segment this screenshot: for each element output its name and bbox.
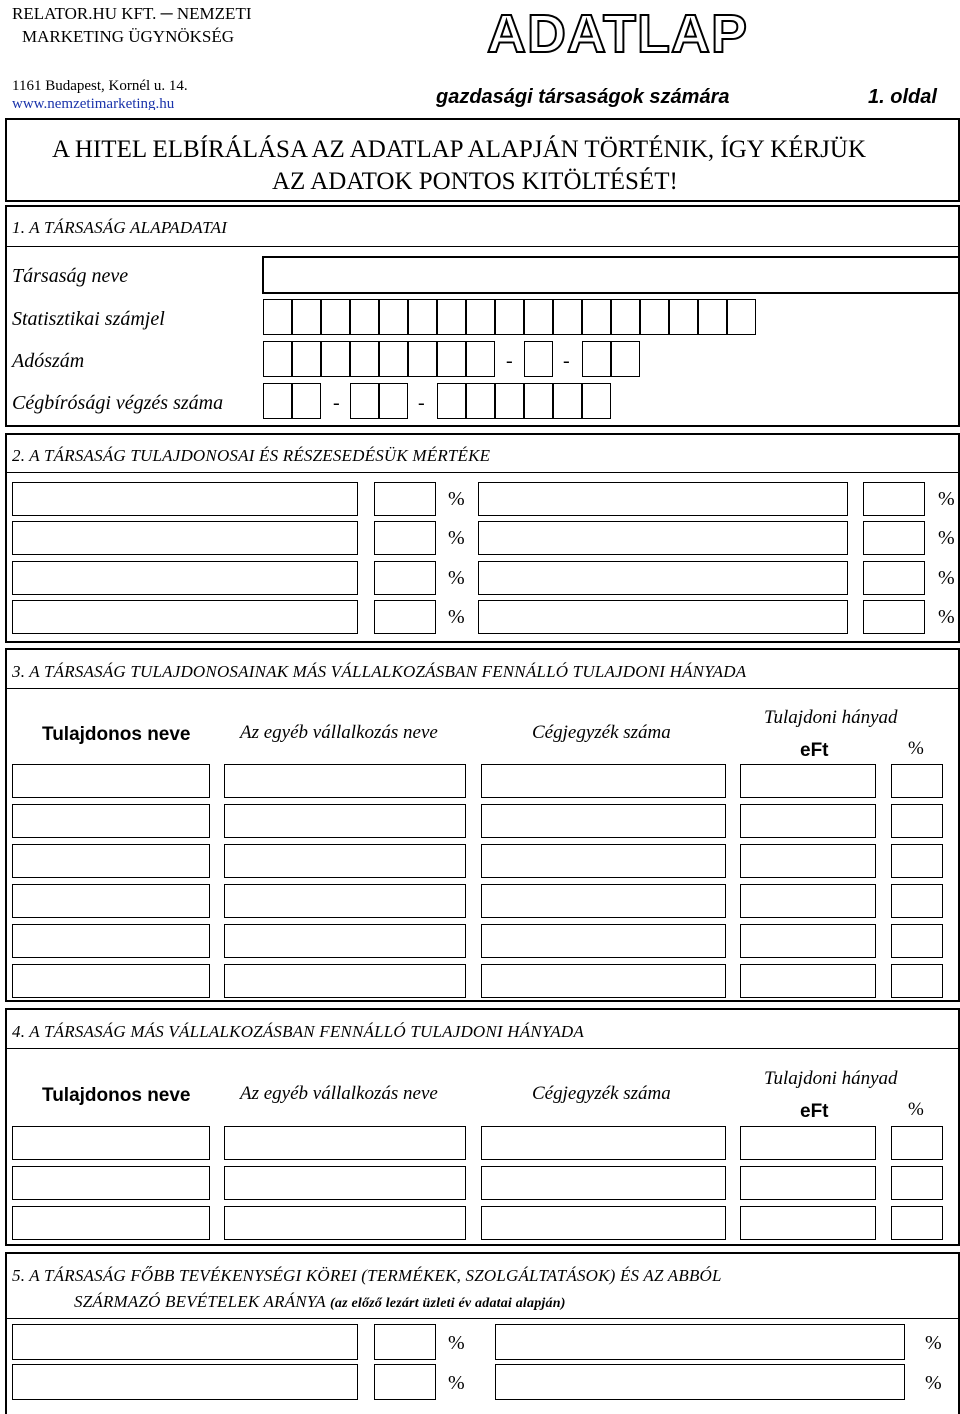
share-pct-input[interactable] (891, 1206, 943, 1240)
share-eft-input[interactable] (740, 924, 876, 958)
percent-sign: % (938, 606, 955, 628)
form-title: ADATLAP (487, 4, 748, 58)
stat-code-digit-cell[interactable] (524, 299, 553, 335)
s3-col-eft: eFt (800, 740, 829, 761)
activity-input[interactable] (495, 1364, 905, 1400)
section3-divider (5, 688, 960, 689)
other-company-input[interactable] (224, 924, 466, 958)
owner-name-input[interactable] (12, 764, 210, 798)
form-subtitle: gazdasági társaságok számára (436, 86, 730, 108)
other-company-input[interactable] (224, 1166, 466, 1200)
other-company-input[interactable] (224, 844, 466, 878)
s4-col-share: Tulajdoni hányad (764, 1068, 898, 1089)
activity-share-input[interactable] (374, 1324, 436, 1360)
share-eft-input[interactable] (740, 764, 876, 798)
company-name-label: Társaság neve (12, 265, 129, 287)
share-eft-input[interactable] (740, 884, 876, 918)
registry-input[interactable] (481, 924, 726, 958)
owner-name-input[interactable] (478, 561, 848, 595)
tax-number-digit-cell[interactable] (321, 341, 350, 377)
percent-sign: % (448, 1332, 465, 1354)
percent-sign: % (938, 567, 955, 589)
section4-divider (5, 1048, 960, 1049)
company-name-line2: MARKETING ÜGYNÖKSÉG (22, 27, 235, 46)
registry-dash-1: - (333, 392, 340, 414)
s4-col-owner: Tulajdonos neve (42, 1085, 191, 1106)
stat-code-digit-cell[interactable] (669, 299, 698, 335)
owner-name-input[interactable] (478, 482, 848, 516)
stat-code-digit-cell[interactable] (698, 299, 727, 335)
tax-number-digit-cell[interactable] (611, 341, 640, 377)
owner-share-input[interactable] (374, 521, 436, 555)
owner-share-input[interactable] (374, 600, 436, 634)
stat-code-digit-cell[interactable] (263, 299, 292, 335)
section4-title: 4. A TÁRSASÁG MÁS VÁLLALKOZÁSBAN FENNÁLLÓ TULAJDONI HÁNYADA (12, 1022, 584, 1041)
other-company-input[interactable] (224, 964, 466, 998)
owner-name-input[interactable] (12, 600, 358, 634)
section1-title: 1. A TÁRSASÁG ALAPADATAI (12, 218, 228, 237)
section2-title: 2. A TÁRSASÁG TULAJDONOSAI ÉS RÉSZESEDÉSÜK MÉRTÉKE (12, 446, 491, 465)
section5-title-note: (az előző lezárt üzleti év adatai alapján) (330, 1296, 566, 1311)
registry-input[interactable] (481, 1206, 726, 1240)
owner-name-input[interactable] (478, 521, 848, 555)
registry-input[interactable] (481, 964, 726, 998)
tax-number-digit-cell[interactable] (379, 341, 408, 377)
registry-input[interactable] (481, 1126, 726, 1160)
share-pct-input[interactable] (891, 924, 943, 958)
registry-input[interactable] (481, 844, 726, 878)
owner-share-input[interactable] (863, 561, 925, 595)
stat-code-label: Statisztikai számjel (12, 308, 165, 330)
registry-digit-cell[interactable] (495, 383, 524, 419)
s3-col-registry: Cégjegyzék száma (532, 722, 671, 743)
stat-code-digit-cell[interactable] (727, 299, 756, 335)
notice-line2: AZ ADATOK PONTOS KITÖLTÉSÉT! (272, 168, 678, 195)
owner-share-input[interactable] (863, 482, 925, 516)
adatlap-title-logo (485, 4, 750, 58)
stat-code-digit-cell[interactable] (350, 299, 379, 335)
share-eft-input[interactable] (740, 1206, 876, 1240)
stat-code-digit-cell[interactable] (582, 299, 611, 335)
s3-col-other-company: Az egyéb vállalkozás neve (240, 722, 438, 743)
registry-input[interactable] (481, 1166, 726, 1200)
percent-sign: % (448, 527, 465, 549)
other-company-input[interactable] (224, 1206, 466, 1240)
tax-number-digit-cell[interactable] (437, 341, 466, 377)
section5-title-line2: SZÁRMAZÓ BEVÉTELEK ARÁNYA (az előző lezárt üzleti év adatai alapján) (74, 1292, 566, 1311)
stat-code-digit-cell[interactable] (292, 299, 321, 335)
owner-share-input[interactable] (374, 482, 436, 516)
stat-code-digit-cell[interactable] (408, 299, 437, 335)
section2-divider (5, 472, 960, 473)
tax-number-digit-cell[interactable] (524, 341, 553, 377)
stat-code-digit-cell[interactable] (640, 299, 669, 335)
owner-name-input[interactable] (12, 561, 358, 595)
s3-col-pct: % (908, 738, 924, 759)
section1-divider (5, 246, 960, 247)
section5-divider (5, 1318, 960, 1319)
share-eft-input[interactable] (740, 964, 876, 998)
s3-col-owner: Tulajdonos neve (42, 724, 191, 745)
share-eft-input[interactable] (740, 1126, 876, 1160)
owner-share-input[interactable] (863, 521, 925, 555)
activity-input[interactable] (12, 1324, 358, 1360)
share-pct-input[interactable] (891, 804, 943, 838)
company-address: 1161 Budapest, Kornél u. 14. (12, 78, 188, 94)
owner-share-input[interactable] (863, 600, 925, 634)
owner-name-input[interactable] (12, 884, 210, 918)
percent-sign: % (448, 1372, 465, 1394)
registry-digit-cell[interactable] (437, 383, 466, 419)
share-pct-input[interactable] (891, 1126, 943, 1160)
tax-dash-2: - (563, 350, 570, 372)
registry-digit-cell[interactable] (350, 383, 379, 419)
owner-name-input[interactable] (12, 1206, 210, 1240)
stat-code-digit-cell[interactable] (466, 299, 495, 335)
activity-input[interactable] (495, 1324, 905, 1360)
registry-digit-cell[interactable] (582, 383, 611, 419)
percent-sign: % (925, 1332, 942, 1354)
activity-input[interactable] (12, 1364, 358, 1400)
registry-digit-cell[interactable] (553, 383, 582, 419)
registry-input[interactable] (481, 804, 726, 838)
percent-sign: % (448, 567, 465, 589)
owner-name-input[interactable] (12, 1126, 210, 1160)
activity-share-input[interactable] (374, 1364, 436, 1400)
page-number: 1. oldal (868, 86, 937, 108)
s4-col-eft: eFt (800, 1101, 829, 1122)
share-eft-input[interactable] (740, 844, 876, 878)
stat-code-digit-cell[interactable] (437, 299, 466, 335)
stat-code-digit-cell[interactable] (321, 299, 350, 335)
share-pct-input[interactable] (891, 764, 943, 798)
registry-number-label: Cégbírósági végzés száma (12, 392, 224, 414)
percent-sign: % (938, 488, 955, 510)
tax-number-digit-cell[interactable] (408, 341, 437, 377)
share-pct-input[interactable] (891, 964, 943, 998)
other-company-input[interactable] (224, 1126, 466, 1160)
share-eft-input[interactable] (740, 804, 876, 838)
owner-name-input[interactable] (12, 1166, 210, 1200)
tax-number-digit-cell[interactable] (466, 341, 495, 377)
owner-name-input[interactable] (12, 924, 210, 958)
other-company-input[interactable] (224, 884, 466, 918)
section5-title-line1: 5. A TÁRSASÁG FŐBB TEVÉKENYSÉGI KÖREI (TERMÉKEK, SZOLGÁLTATÁSOK) ÉS AZ ABBÓL (12, 1266, 722, 1285)
s4-col-registry: Cégjegyzék száma (532, 1083, 671, 1104)
registry-input[interactable] (481, 764, 726, 798)
tax-number-label: Adószám (12, 350, 85, 372)
share-pct-input[interactable] (891, 844, 943, 878)
company-name-input[interactable] (262, 256, 960, 294)
owner-name-input[interactable] (12, 521, 358, 555)
registry-digit-cell[interactable] (292, 383, 321, 419)
notice-line1: A HITEL ELBÍRÁLÁSA AZ ADATLAP ALAPJÁN TÖRTÉNIK, ÍGY KÉRJÜK (52, 136, 867, 163)
percent-sign: % (925, 1372, 942, 1394)
percent-sign: % (448, 488, 465, 510)
owner-name-input[interactable] (478, 600, 848, 634)
other-company-input[interactable] (224, 764, 466, 798)
company-name-line1: RELATOR.HU KFT. ─ NEMZETI (12, 4, 252, 23)
s4-col-pct: % (908, 1099, 924, 1120)
tax-number-digit-cell[interactable] (582, 341, 611, 377)
owner-share-input[interactable] (374, 561, 436, 595)
percent-sign: % (938, 527, 955, 549)
share-pct-input[interactable] (891, 884, 943, 918)
registry-digit-cell[interactable] (379, 383, 408, 419)
section3-title: 3. A TÁRSASÁG TULAJDONOSAINAK MÁS VÁLLALKOZÁSBAN FENNÁLLÓ TULAJDONI HÁNYADA (12, 662, 747, 681)
registry-digit-cell[interactable] (263, 383, 292, 419)
stat-code-digit-cell[interactable] (611, 299, 640, 335)
tax-number-digit-cell[interactable] (292, 341, 321, 377)
tax-number-digit-cell[interactable] (263, 341, 292, 377)
s3-col-share: Tulajdoni hányad (764, 707, 898, 728)
s4-col-other-company: Az egyéb vállalkozás neve (240, 1083, 438, 1104)
owner-name-input[interactable] (12, 844, 210, 878)
registry-digit-cell[interactable] (524, 383, 553, 419)
other-company-input[interactable] (224, 804, 466, 838)
owner-name-input[interactable] (12, 804, 210, 838)
tax-number-digit-cell[interactable] (350, 341, 379, 377)
share-eft-input[interactable] (740, 1166, 876, 1200)
company-website-link[interactable]: www.nemzetimarketing.hu (12, 96, 175, 110)
percent-sign: % (448, 606, 465, 628)
stat-code-digit-cell[interactable] (553, 299, 582, 335)
stat-code-digit-cell[interactable] (495, 299, 524, 335)
registry-digit-cell[interactable] (466, 383, 495, 419)
registry-input[interactable] (481, 884, 726, 918)
share-pct-input[interactable] (891, 1166, 943, 1200)
registry-dash-2: - (418, 392, 425, 414)
owner-name-input[interactable] (12, 482, 358, 516)
tax-dash-1: - (506, 350, 513, 372)
stat-code-digit-cell[interactable] (379, 299, 408, 335)
owner-name-input[interactable] (12, 964, 210, 998)
